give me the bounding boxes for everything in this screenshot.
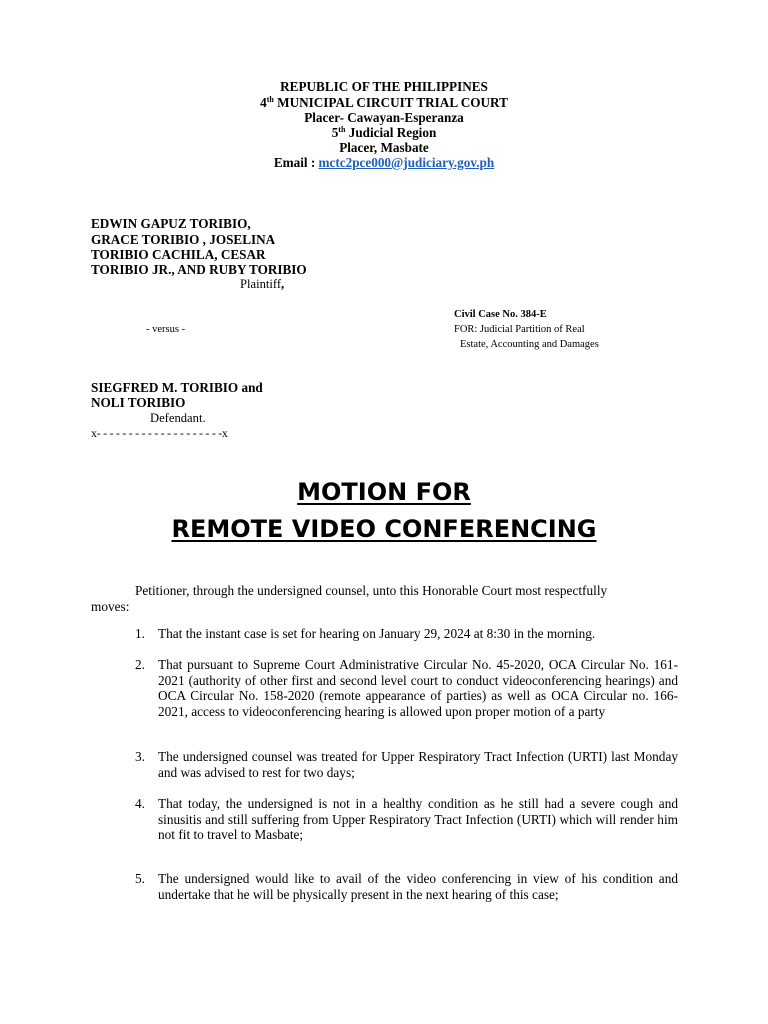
list-item: [135, 796, 678, 843]
email-label: Email :: [273, 155, 319, 170]
court-ordinal: 4: [260, 95, 267, 110]
item-number: 2.: [135, 657, 145, 672]
item-text: The undersigned would like to avail of the video conferencing in view of his condition and undertake that he will be physically present in the next hearing of this case;: [158, 871, 678, 902]
case-nature-line1: FOR: Judicial Partition of Real: [454, 324, 585, 335]
defendant-line: NOLI TORIBIO: [91, 395, 186, 410]
header-court: [0, 95, 768, 111]
item-number: 3.: [135, 749, 145, 764]
item-number: 5.: [135, 871, 145, 886]
header-city: Placer, Masbate: [339, 140, 429, 155]
region-ordinal-suffix: th: [338, 125, 346, 134]
header-email: [0, 155, 768, 171]
region-name: Judicial Region: [345, 125, 437, 140]
list-item: [135, 871, 678, 902]
list-item: [135, 749, 678, 780]
plaintiff-role-punct: ,: [281, 277, 285, 291]
item-text: That today, the undersigned is not in a healthy condition as he still had a severe cough and sinusitis and still suffering from Upper Respiratory Tract Infection (URTI) which will render him not fit to travel to Masbate;: [158, 796, 678, 842]
plaintiff-line: TORIBIO JR., AND RUBY TORIBIO: [91, 262, 307, 277]
defendant-line: SIEGFRED M. TORIBIO and: [91, 380, 263, 395]
header-location: Placer- Cawayan-Esperanza: [304, 110, 464, 125]
plaintiff-role: [240, 277, 284, 292]
item-text: That pursuant to Supreme Court Administrative Circular No. 45-2020, OCA Circular No. 161-2021 (authority of other first and second level court to conduct videoconferencing hearings) and OCA Circular No. 158-2020 (remote appearance of parties) as well as OCA Circular no. 166-2021, access to videoconferencing hearing is allowed upon proper motion of a party: [158, 657, 678, 719]
defendant-role: Defendant.: [150, 411, 206, 425]
intro-line1: Petitioner, through the undersigned counsel, unto this Honorable Court most respectfully: [135, 583, 608, 598]
header-republic: REPUBLIC OF THE PHILIPPINES: [280, 79, 488, 94]
motion-title-line1: MOTION FOR: [297, 478, 471, 506]
case-nature-line2: Estate, Accounting and Damages: [460, 339, 599, 350]
plaintiff-line: EDWIN GAPUZ TORIBIO,: [91, 216, 251, 231]
court-ordinal-suffix: th: [266, 95, 274, 104]
list-item: [135, 657, 678, 719]
header-region: [0, 125, 768, 141]
email-link[interactable]: mctc2pce000@judiciary.gov.ph: [318, 155, 495, 170]
intro-line2: moves:: [91, 599, 130, 614]
court-name: MUNICIPAL CIRCUIT TRIAL COURT: [273, 95, 508, 110]
plaintiff-role-text: Plaintiff: [240, 277, 282, 291]
region-ordinal: 5: [331, 125, 339, 140]
case-number: Civil Case No. 384-E: [454, 309, 547, 320]
caption-separator: x- - - - - - - - - - - - - - - - - - - -x: [91, 426, 228, 440]
item-text: The undersigned counsel was treated for Upper Respiratory Tract Infection (URTI) last Monday and was advised to rest for two days;: [158, 749, 678, 780]
item-number: 1.: [135, 626, 145, 641]
plaintiff-line: TORIBIO CACHILA, CESAR: [91, 247, 266, 262]
item-text: That the instant case is set for hearing on January 29, 2024 at 8:30 in the morning.: [158, 626, 596, 641]
item-number: 4.: [135, 796, 145, 811]
motion-title-line2: REMOTE VIDEO CONFERENCING: [171, 515, 597, 543]
versus-label: - versus -: [146, 324, 186, 335]
list-item: [135, 626, 678, 642]
plaintiff-line: GRACE TORIBIO , JOSELINA: [91, 232, 276, 247]
